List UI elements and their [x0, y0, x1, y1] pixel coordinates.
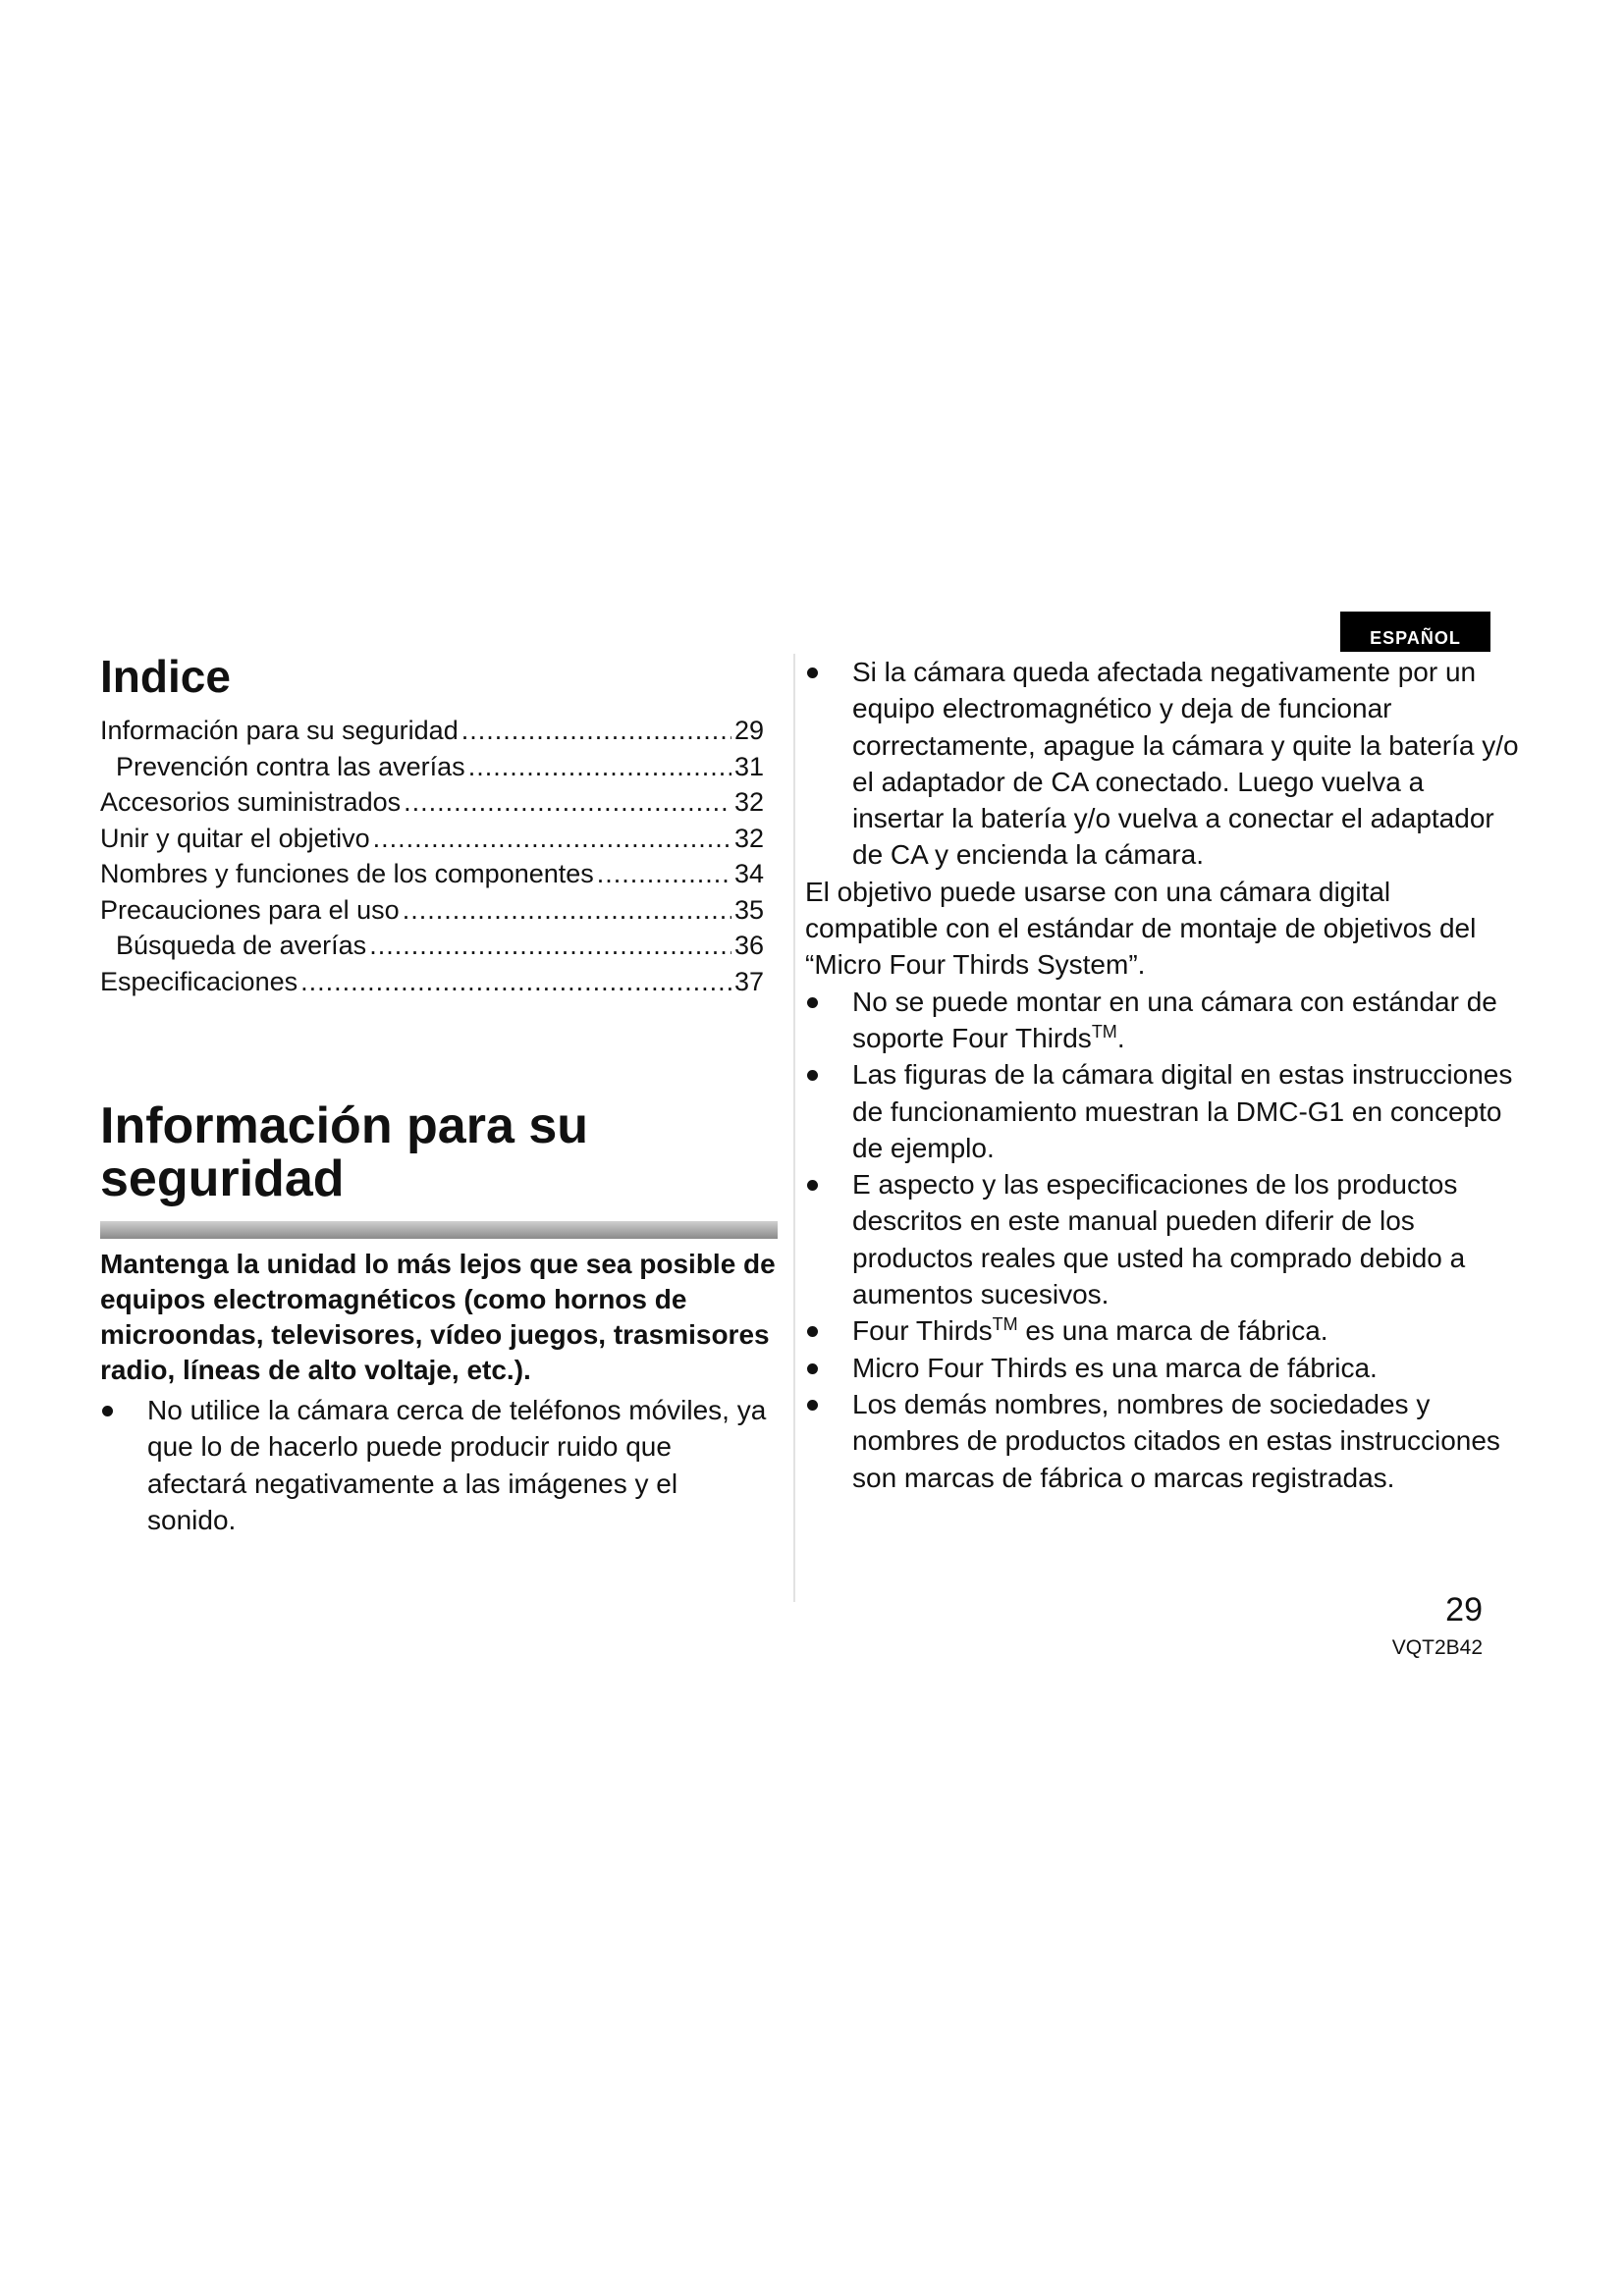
- index-entry: [100, 749, 764, 785]
- index-entry: [100, 856, 764, 892]
- index-entry-label: Precauciones para el uso: [100, 894, 400, 925]
- bullet-dot-icon: [807, 1400, 818, 1411]
- dot-leader: [403, 892, 731, 929]
- index-entry-page: 35: [733, 894, 764, 925]
- bullet-item: [805, 1312, 1522, 1349]
- index-entry-label: Unir y quitar el objetivo: [100, 823, 370, 853]
- index-entry: [100, 892, 764, 929]
- bullet-dot-icon: [807, 1070, 818, 1081]
- language-badge: ESPAÑOL: [1340, 612, 1490, 652]
- page-number: 29: [1445, 1591, 1483, 1629]
- trademark-sup: TM: [1091, 1021, 1117, 1041]
- document-code: VQT2B42: [1391, 1636, 1483, 1659]
- index-entry-label: Especificaciones: [100, 966, 298, 996]
- bullet-text-part: .: [1116, 1022, 1125, 1053]
- index-entry-page: 34: [733, 859, 764, 888]
- bullet-text-part: es una marca de fábrica.: [1017, 1315, 1328, 1347]
- index-entry: [100, 964, 764, 1000]
- index-list: [100, 713, 764, 999]
- dot-leader: [373, 821, 731, 857]
- bullet-item: [805, 1166, 1522, 1312]
- index-entry-page: 36: [733, 931, 764, 960]
- bullet-dot-icon: [102, 1406, 113, 1416]
- dot-leader: [404, 784, 731, 821]
- bullet-text: E aspecto y las especificaciones de los productos descritos en este manual pueden diferir de los productos reales que usted ha comprado debido a aumentos sucesivos.: [852, 1169, 1466, 1310]
- bullet-item: [805, 654, 1522, 874]
- dot-leader: [369, 928, 731, 964]
- index-title: Indice: [100, 651, 231, 702]
- bullet-text-part: No se puede montar en una cámara con estándar de soporte Four Thirds: [852, 986, 1497, 1053]
- bullet-dot-icon: [807, 997, 818, 1008]
- bullet-text-part: Four Thirds: [852, 1315, 993, 1347]
- index-entry: [100, 713, 764, 749]
- bullet-text: No utilice la cámara cerca de teléfonos móviles, ya que lo de hacerlo puede producir ruido que afectará negativamente a las imágenes y el sonido.: [147, 1395, 767, 1535]
- index-entry-label: Prevención contra las averías: [116, 751, 465, 781]
- dot-leader: [468, 749, 731, 785]
- dot-leader: [597, 856, 731, 892]
- bullet-text: [831, 1312, 1522, 1349]
- safety-title: [100, 1099, 787, 1205]
- trademark-sup: TM: [992, 1314, 1018, 1335]
- index-entry-label: Información para su seguridad: [100, 716, 459, 745]
- bullet-item: [805, 984, 1522, 1057]
- bullet-dot-icon: [807, 1363, 818, 1374]
- dot-leader: [461, 713, 731, 749]
- bullet-item: [100, 1392, 768, 1538]
- bullet-dot-icon: [807, 1326, 818, 1337]
- bullet-item: [805, 1056, 1522, 1166]
- safety-title-line2: seguridad: [100, 1150, 345, 1207]
- safety-bullet-list: [100, 1392, 768, 1538]
- bullet-text: Si la cámara queda afectada negativamente por un equipo electromagnético y deja de funcionar correctamente, apague la cámara y quite la batería y/o el adaptador de CA conectado. Luego vuelva a insertar la batería y/o vuelva a conectar el adaptador de CA y encienda la cámara.: [852, 657, 1519, 871]
- index-entry-label: Búsqueda de averías: [116, 931, 367, 960]
- bullet-text: [831, 984, 1522, 1057]
- bullet-text: Los demás nombres, nombres de sociedades y nombres de productos citados en estas instrucciones son marcas de fábrica o marcas registradas.: [852, 1388, 1500, 1493]
- index-entry-page: 32: [733, 787, 764, 817]
- index-entry-page: 37: [733, 966, 764, 996]
- column-divider: [793, 654, 795, 1602]
- bullet-text: Las figuras de la cámara digital en estas instrucciones de funcionamiento muestran la DMC-G1 en concepto de ejemplo.: [852, 1059, 1513, 1163]
- compatibility-paragraph: El objetivo puede usarse con una cámara digital compatible con el estándar de montaje de objetivos del “Micro Four Thirds System”.: [805, 876, 1477, 981]
- index-entry: [100, 784, 764, 821]
- index-entry-page: 32: [733, 823, 764, 853]
- section-rule: [100, 1221, 778, 1239]
- bullet-dot-icon: [807, 667, 818, 678]
- bullet-item: [805, 1386, 1522, 1496]
- index-entry-page: 31: [733, 751, 764, 781]
- dot-leader: [300, 964, 731, 1000]
- bullet-text: Micro Four Thirds es una marca de fábrica.: [852, 1352, 1378, 1383]
- right-column: [805, 654, 1522, 1496]
- index-entry: [100, 821, 764, 857]
- index-entry: [100, 928, 764, 964]
- bullet-item: [805, 1350, 1522, 1386]
- bullet-dot-icon: [807, 1180, 818, 1191]
- safety-warning: Mantenga la unidad lo más lejos que sea posible de equipos electromagnéticos (como hornos de microondas, televisores, vídeo juegos, trasmisores radio, líneas de alto voltaje, etc.).: [100, 1249, 776, 1385]
- index-entry-label: Nombres y funciones de los componentes: [100, 859, 594, 888]
- index-entry-label: Accesorios suministrados: [100, 787, 402, 817]
- safety-title-line1: Información para su: [100, 1097, 588, 1154]
- index-entry-page: 29: [733, 716, 764, 745]
